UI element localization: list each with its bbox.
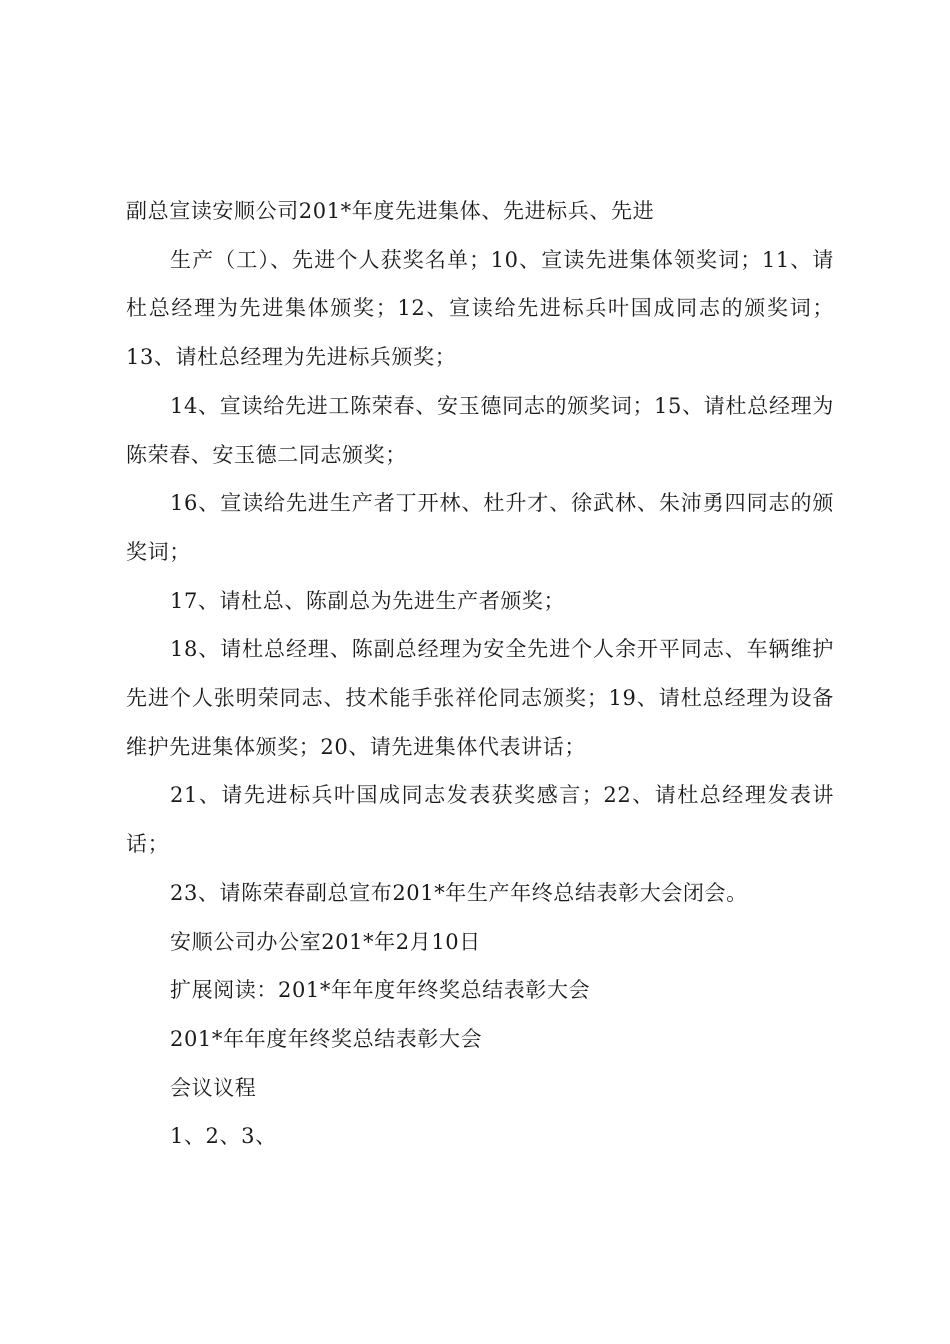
document-body: [126, 187, 834, 1161]
signature-line: 安顺公司办公室201*年2月10日: [170, 929, 481, 954]
paragraph-6: 18、请杜总经理、陈副总经理为安全先进个人余开平同志、车辆维护先进个人张明荣同志、技术能手张祥伦同志颁奖；19、请杜总经理为设备维护先进集体颁奖；20、请先进集体代表讲话；: [126, 637, 834, 759]
section-title: 201*年年度年终奖总结表彰大会: [170, 1026, 483, 1051]
paragraph-4: 16、宣读给先进生产者丁开林、杜升才、徐武林、朱沛勇四同志的颁奖词；: [126, 491, 834, 564]
paragraph-8: 23、请陈荣春副总宣布201*年生产年终总结表彰大会闭会。: [170, 880, 748, 905]
agenda-heading: 会议议程: [170, 1075, 257, 1100]
paragraph-1: 副总宣读安顺公司201*年度先进集体、先进标兵、先进: [126, 199, 655, 223]
paragraph-3: 14、宣读给先进工陈荣春、安玉德同志的颁奖词；15、请杜总经理为陈荣春、安玉德二同志颁奖；: [126, 393, 834, 467]
extended-reading-heading: 扩展阅读：201*年年度年终奖总结表彰大会: [170, 978, 591, 1003]
agenda-items: 1、2、3、: [170, 1124, 277, 1149]
paragraph-2: 生产（工）、先进个人获奖名单；10、宣读先进集体领奖词；11、请杜总经理为先进集体颁奖；12、宣读给先进标兵叶国成同志的颁奖词；13、请杜总经理为先进标兵颁奖；: [126, 247, 834, 370]
paragraph-5: 17、请杜总、陈副总为先进生产者颁奖；: [170, 588, 566, 613]
paragraph-7: 21、请先进标兵叶国成同志发表获奖感言；22、请杜总经理发表讲话；: [126, 783, 834, 857]
